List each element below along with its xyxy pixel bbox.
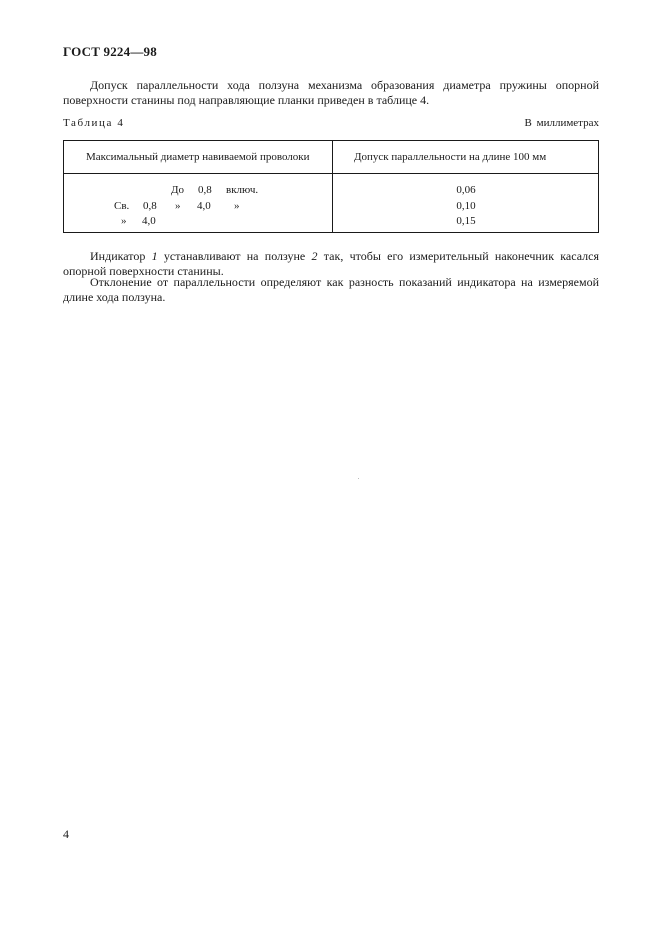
- table-row-1-suffix: включ.: [226, 184, 259, 196]
- table-row-3-value: 0,15: [456, 215, 476, 227]
- document-header: ГОСТ 9224—98: [63, 44, 157, 59]
- table-row-3-prefix: »: [121, 215, 127, 227]
- paragraph-text: Допуск параллельности хода ползуна механизма образования диаметра пружины опорной поверхности станины под направляющие планки приведен в таблице 4.: [63, 78, 599, 107]
- table-row-1-value: 0,06: [456, 184, 476, 196]
- table-row-1-to-word: До: [171, 184, 185, 196]
- table-row-1-to: 0,8: [198, 184, 212, 196]
- paragraph-text: Отклонение от параллельности определяют как разность показаний индикатора на измеряемой длине хода ползуна.: [63, 275, 599, 304]
- scan-speck: [358, 478, 359, 479]
- table-unit: В миллиметрах: [524, 117, 599, 129]
- paragraph-text-part: так, чтобы его измерительный наконечник касался опорной поверхности станины.: [63, 249, 599, 278]
- paragraph-text-part: Индикатор: [90, 249, 152, 263]
- paragraph-tolerance-intro: [63, 78, 599, 108]
- reference-number-indicator: 1: [151, 249, 158, 263]
- paragraph-deviation-method: [63, 275, 599, 305]
- page-number: 4: [63, 827, 69, 841]
- table-header-diameter: Максимальный диаметр навиваемой проволоки: [86, 151, 310, 163]
- tolerance-table: [63, 140, 599, 233]
- paragraph-text-part: устанавливают на ползуне: [157, 249, 312, 263]
- table-row-2-to: 4,0: [197, 200, 211, 212]
- table-header-tolerance: Допуск параллельности на длине 100 мм: [354, 151, 547, 163]
- table-row-2-prefix: Св.: [114, 200, 130, 212]
- table-row-2-value: 0,10: [456, 200, 476, 212]
- reference-number-slider: 2: [311, 249, 318, 263]
- table-header-divider: [64, 173, 598, 174]
- table-row-2-suffix: »: [234, 200, 240, 212]
- table-row-2-separator: »: [175, 200, 181, 212]
- table-row-3-from: 4,0: [142, 215, 156, 227]
- table-caption: Таблица 4: [63, 117, 125, 129]
- table-row-2-from: 0,8: [143, 200, 157, 212]
